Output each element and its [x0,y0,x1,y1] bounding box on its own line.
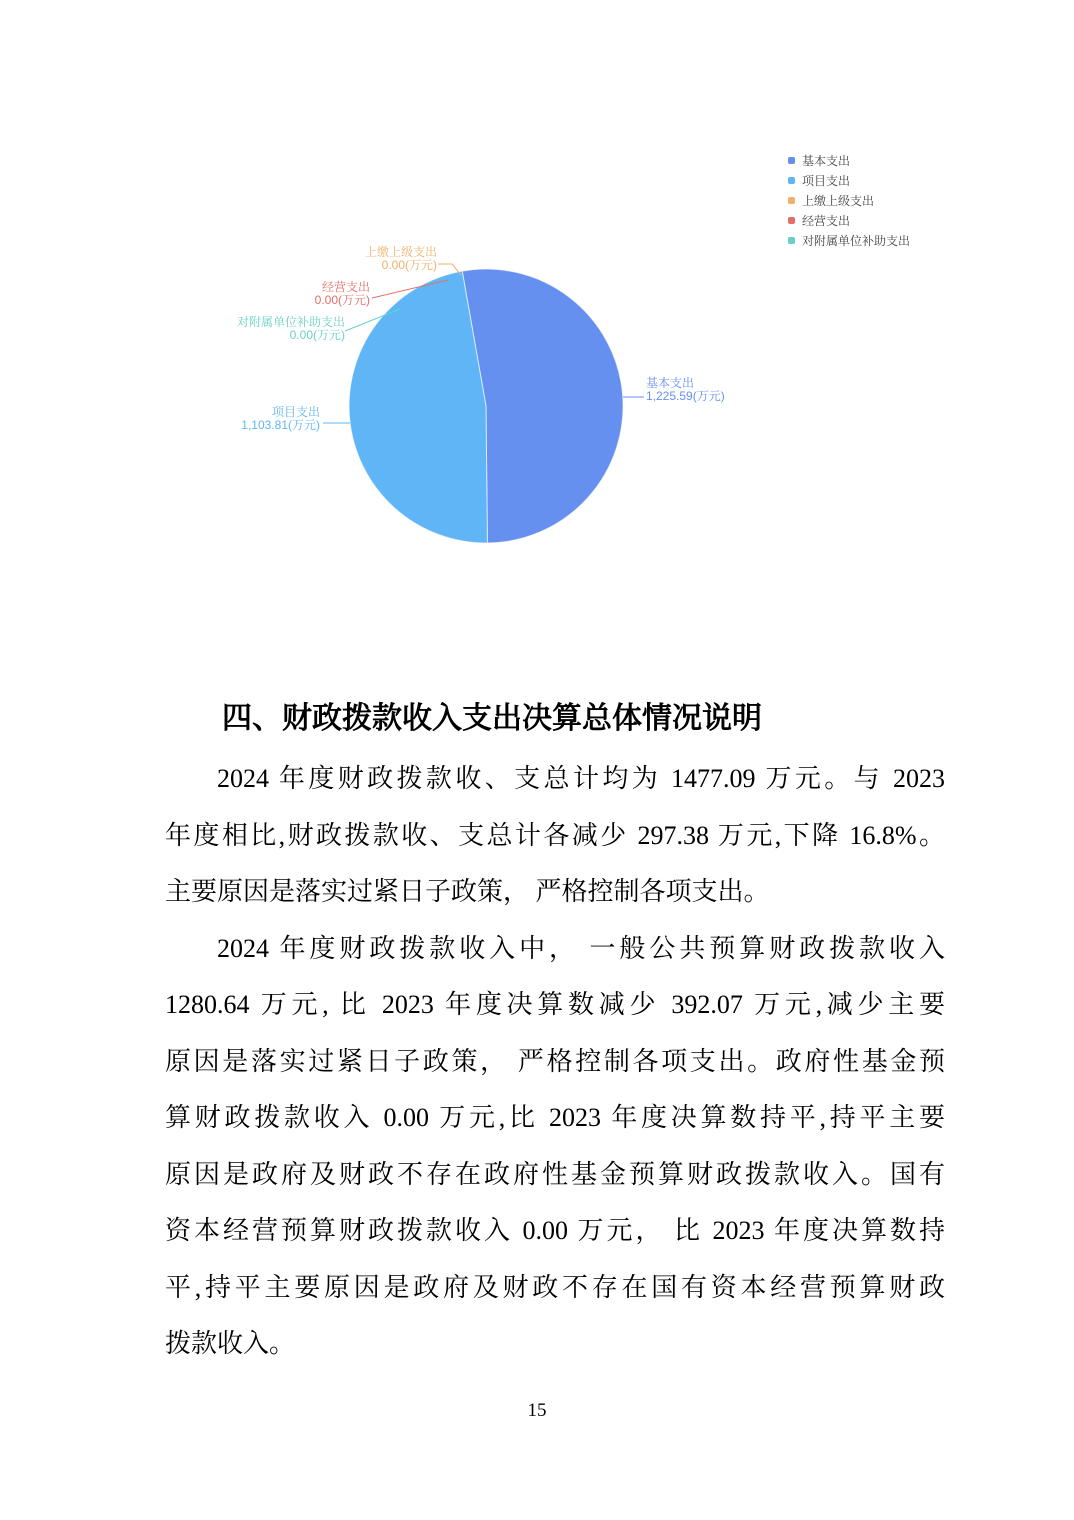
legend-label: 经营支出 [802,213,851,228]
pie-label-name: 项目支出 [271,405,320,419]
expenditure-pie-chart [0,0,1074,640]
pie-slice-2[interactable] [349,271,487,543]
section-heading: 四、财政拨款收入支出决算总体情况说明 [222,702,762,735]
pie-label-5 [237,316,345,342]
pie-label-name: 基本支出 [646,376,695,390]
page-number: 15 [527,1400,547,1421]
legend-label: 项目支出 [802,173,851,188]
pie-label-2 [241,406,320,432]
pie-label-value: 1,225.59(万元) [646,389,725,403]
pie-label-value: 1,103.81(万元) [241,418,320,432]
legend-item-1[interactable] [788,150,910,170]
pie-label-4 [315,281,370,307]
body-line: 原因是政府及财政不存在政府性基金预算财政拨款收入。国有 [165,1159,945,1189]
legend-label: 基本支出 [802,153,851,168]
pie-label-1 [646,377,725,403]
legend-label: 上缴上级支出 [802,193,875,208]
body-line: 年度相比,财政拨款收、支总计各减少 297.38 万元,下降 16.8%。 [165,820,945,850]
legend-item-3[interactable] [788,190,910,210]
pie-label-3 [365,246,437,272]
pie-label-name: 对附属单位补助支出 [236,315,345,329]
pie-label-value: 0.00(万元) [289,328,345,342]
chart-legend [788,150,910,250]
pie-label-name: 经营支出 [321,280,370,294]
body-line: 2024 年度财政拨款收入中， 一般公共预算财政拨款收入 [217,933,945,963]
body-line: 2024 年度财政拨款收、支总计均为 1477.09 万元。与 2023 [217,764,945,793]
pie-label-value: 0.00(万元) [314,293,370,307]
body-line: 平,持平主要原因是政府及财政不存在国有资本经营预算财政 [165,1272,945,1302]
body-text [165,751,945,1373]
body-line: 1280.64 万元, 比 2023 年度决算数减少 392.07 万元,减少主要 [165,990,945,1019]
pie-chart-canvas [0,0,1074,640]
legend-swatch [788,197,795,204]
legend-swatch [788,217,795,224]
legend-item-4[interactable] [788,210,910,230]
legend-swatch [788,157,795,164]
body-line: 算财政拨款收入 0.00 万元,比 2023 年度决算数持平,持平主要 [165,1103,945,1132]
legend-label: 对附属单位补助支出 [802,233,911,248]
legend-swatch [788,237,795,244]
legend-swatch [788,177,795,184]
body-line: 拨款收入。 [165,1329,296,1358]
legend-item-5[interactable] [788,230,910,250]
pie-label-value: 0.00(万元) [381,258,437,272]
body-line: 资本经营预算财政拨款收入 0.00 万元， 比 2023 年度决算数持 [165,1216,945,1245]
body-line: 主要原因是落实过紧日子政策， 严格控制各项支出。 [165,877,770,906]
pie-label-name: 上缴上级支出 [364,245,437,259]
body-line: 原因是落实过紧日子政策， 严格控制各项支出。政府性基金预 [165,1046,945,1076]
legend-item-2[interactable] [788,170,910,190]
